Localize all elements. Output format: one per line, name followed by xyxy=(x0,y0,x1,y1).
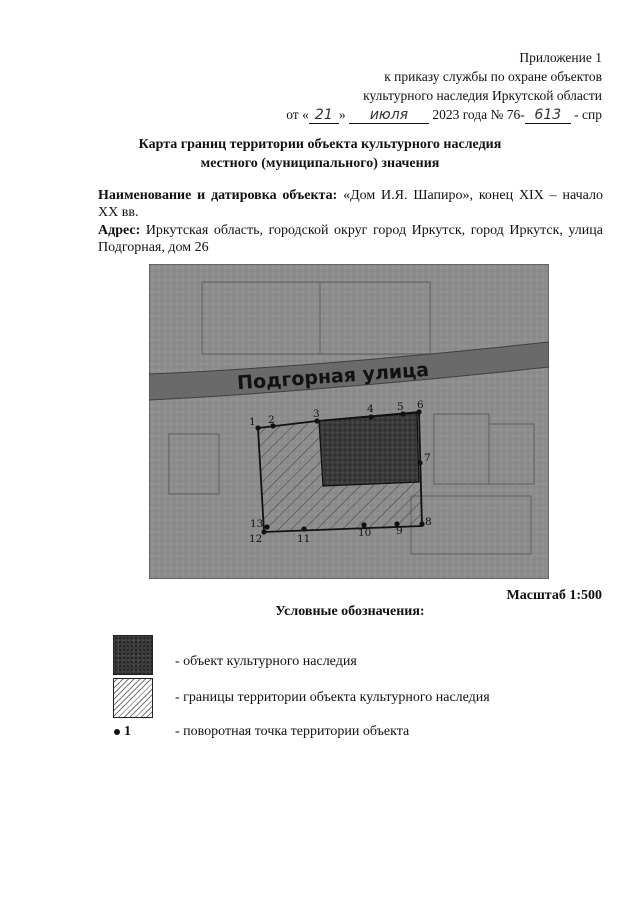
bullet-dot-icon xyxy=(114,729,120,735)
point-label-9: 9 xyxy=(396,525,403,537)
point-label-10: 10 xyxy=(358,527,372,539)
object-name-value: «Дом И.Я. Шапиро», конец XIX – начало XX вв. xyxy=(98,188,604,220)
title-line-1: Карта границ территории объекта культурного наследия xyxy=(138,137,502,152)
point-marker-1 xyxy=(255,425,260,430)
point-label-3: 3 xyxy=(313,408,320,420)
point-marker-13 xyxy=(264,524,269,529)
object-name-label: Наименование и датировка объекта: xyxy=(98,188,338,203)
point-label-4: 4 xyxy=(367,403,374,415)
point-label-11: 11 xyxy=(297,533,311,545)
map-scale: Масштаб 1:500 xyxy=(506,588,602,603)
order-day: 21 xyxy=(309,108,339,124)
boundary-map xyxy=(149,264,549,579)
doc-title xyxy=(0,135,640,173)
legend-territory-bounds: - границы территории объекта культурного наследия xyxy=(175,690,490,705)
legend-title: Условные обозначения: xyxy=(275,604,425,619)
object-address-label: Адрес: xyxy=(98,223,141,238)
legend-turning-point: - поворотная точка территории объекта xyxy=(175,724,410,739)
street-label: Подгорная улица xyxy=(236,358,430,395)
order-suffix: - спр xyxy=(574,107,602,122)
point-marker-11 xyxy=(301,526,306,531)
point-label-6: 6 xyxy=(417,399,424,411)
order-date-line xyxy=(286,105,602,124)
order-line-2: культурного наследия Иркутской области xyxy=(363,88,602,103)
point-label-13: 13 xyxy=(250,518,264,530)
object-address-value: Иркутская область, городской округ город Иркутск, город Иркутск, улица Подгорная, дом 26 xyxy=(98,223,603,255)
object-address xyxy=(98,222,603,256)
point-label-8: 8 xyxy=(425,516,432,528)
territory-swatch xyxy=(113,678,153,718)
point-label-5: 5 xyxy=(397,401,404,413)
order-line: к приказу службы по охране объектов xyxy=(384,69,602,84)
heritage-object xyxy=(319,413,419,486)
appendix-header xyxy=(286,48,602,124)
order-month: июля xyxy=(349,108,429,124)
point-marker-8 xyxy=(419,521,424,526)
point-label-12: 12 xyxy=(249,533,263,545)
appendix-label: Приложение 1 xyxy=(519,50,602,65)
legend-point-number: 1 xyxy=(124,724,131,739)
point-marker-4 xyxy=(368,414,373,419)
point-marker-7 xyxy=(417,460,422,465)
heritage-object-swatch xyxy=(113,635,153,675)
legend-point-marker xyxy=(114,724,131,740)
title-line-2: местного (муниципального) значения xyxy=(200,156,440,171)
order-year: 2023 года № 76- xyxy=(432,107,525,122)
date-prefix: от « xyxy=(286,107,309,122)
order-number: 613 xyxy=(525,108,571,124)
point-label-7: 7 xyxy=(424,452,431,464)
point-label-2: 2 xyxy=(268,414,275,426)
point-label-1: 1 xyxy=(249,416,256,428)
legend-heritage-object: - объект культурного наследия xyxy=(175,654,357,669)
object-name xyxy=(98,187,603,221)
date-mid: » xyxy=(338,107,346,122)
